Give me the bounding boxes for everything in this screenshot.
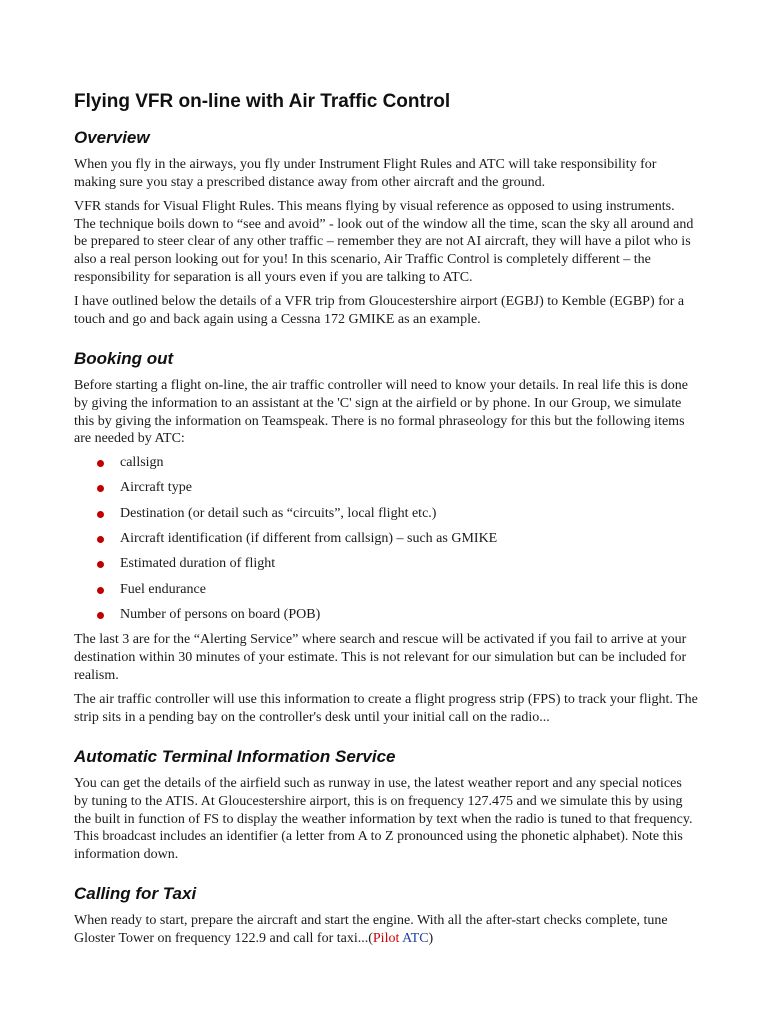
list-item: Aircraft identification (if different from callsign) – such as GMIKE (97, 530, 698, 555)
heading-atis: Automatic Terminal Information Service (74, 747, 396, 767)
bullet-icon (97, 561, 104, 568)
overview-paragraph-2: VFR stands for Visual Flight Rules. This means flying by visual reference as opposed to using instruments. The technique boils down to “see and avoid” - look out of the window all the time, scan the sky all around and be prepared to steer clear of any other traffic – remember they are not AI aircraft, they will have a pilot who is also a real person looking out for you! In this scenario, Air Traffic Control is completely different – the responsibility for separation is all yours even if you are talking to ATC. (74, 199, 694, 285)
pilot-label: Pilot (372, 930, 400, 946)
overview-paragraph-3: I have outlined below the details of a VFR trip from Gloucestershire airport (EGBJ) to Kemble (EGBP) for a touch and go and back again using a Cessna 172 GMIKE as an example. (74, 294, 685, 327)
list-item: callsign (97, 454, 698, 479)
bullet-icon (97, 536, 104, 543)
atis-paragraph-1: You can get the details of the airfield such as runway in use, the latest weather report and any special notices by tuning to the ATIS. At Gloucestershire airport, this is on frequency 127.475 and we simulate this by using the built in function of FS to display the weather information by text when the radio is tuned to that frequency. This broadcast includes an identifier (a letter from A to Z pronounced using the phonetic alphabet). Note this information down. (74, 776, 693, 862)
bullet-icon (97, 511, 104, 518)
bullet-icon (97, 612, 104, 619)
bullet-icon (97, 485, 104, 492)
heading-overview: Overview (74, 128, 150, 147)
heading-booking-out: Booking out (74, 349, 174, 369)
heading-calling-for-taxi: Calling for Taxi (74, 884, 197, 904)
list-item: Aircraft type (97, 479, 698, 504)
atc-items-list (74, 454, 698, 632)
booking-paragraph-3: The air traffic controller will use this information to create a flight progress strip (FPS) to track your flight. The strip sits in a pending bay on the controller's desk until your initial call on the radio... (74, 692, 698, 725)
list-item: Fuel endurance (97, 581, 698, 606)
bullet-icon (97, 587, 104, 594)
taxi-paragraph-1: When ready to start, prepare the aircraft and start the engine. With all the after-start checks complete, tune Gloster Tower on frequency 122.9 and call for taxi...(Pilot ATC) (74, 913, 668, 946)
list-item: Destination (or detail such as “circuits”, local flight etc.) (97, 505, 698, 530)
overview-paragraph-1: When you fly in the airways, you fly under Instrument Flight Rules and ATC will take responsibility for making sure you stay a prescribed distance away from other aircraft and the ground. (74, 157, 657, 190)
booking-paragraph-1: Before starting a flight on-line, the air traffic controller will need to know your details. In real life this is done by giving the information to an assistant at the 'C' sign at the airfield or by phone. In our Group, we simulate this by giving the information on Teamspeak. There is no formal phraseology for this but the following items are needed by ATC: (74, 378, 689, 447)
atc-label: ATC (402, 930, 429, 946)
bullet-icon (97, 460, 104, 467)
document-title: Flying VFR on-line with Air Traffic Control (74, 91, 451, 112)
list-item: Number of persons on board (POB) (97, 606, 698, 631)
booking-paragraph-2: The last 3 are for the “Alerting Service” where search and rescue will be activated if you fail to arrive at your destination within 30 minutes of your estimate. This is not relevant for our simulation but can be included for realism. (74, 632, 687, 683)
list-item: Estimated duration of flight (97, 555, 698, 580)
